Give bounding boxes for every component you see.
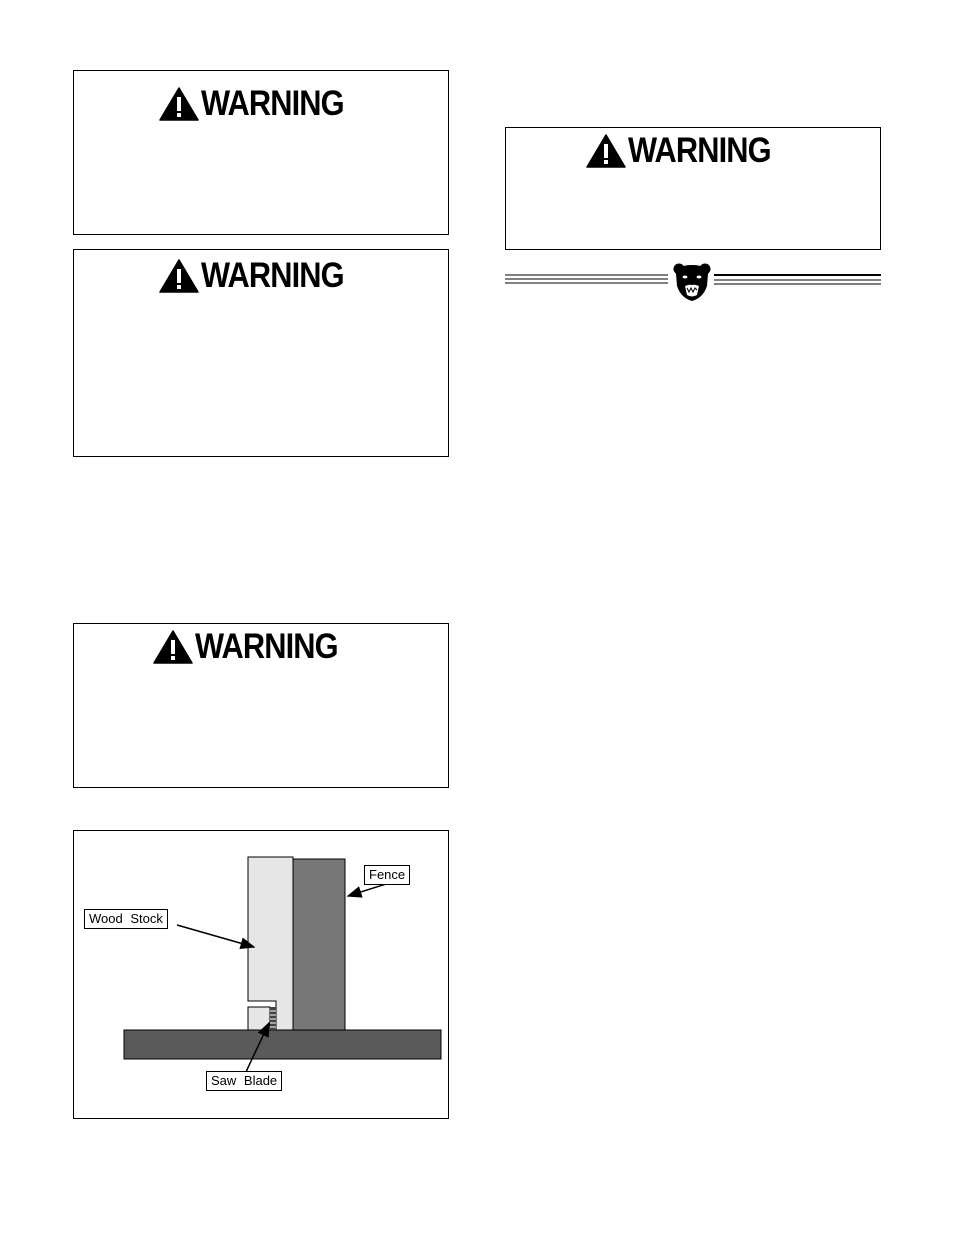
warning-header xyxy=(74,86,448,121)
fence xyxy=(293,859,345,1030)
warning-box-1 xyxy=(73,70,449,235)
wood-stock xyxy=(248,857,293,1030)
fence-diagram-figure xyxy=(73,830,449,1119)
warning-title: WARNING xyxy=(200,84,344,123)
wood-stock-arrow xyxy=(177,925,254,947)
fence-label: Fence xyxy=(364,865,410,885)
section-divider xyxy=(505,260,881,302)
fence-arrow xyxy=(348,884,386,896)
saw-blade-label: Saw Blade xyxy=(206,1071,282,1091)
warning-box-2 xyxy=(73,249,449,457)
bear-head-icon xyxy=(673,262,711,302)
warning-triangle-icon xyxy=(159,87,199,121)
warning-triangle-icon xyxy=(586,134,626,168)
warning-header xyxy=(74,629,448,664)
saw-table xyxy=(124,1030,441,1059)
warning-title: WARNING xyxy=(195,627,338,666)
warning-box-4 xyxy=(505,127,881,250)
warning-box-3 xyxy=(73,623,449,788)
warning-triangle-icon xyxy=(159,259,199,293)
warning-header xyxy=(74,258,448,293)
wood-stock-label: Wood Stock xyxy=(84,909,168,929)
warning-title: WARNING xyxy=(200,256,344,295)
warning-header xyxy=(506,133,880,168)
warning-triangle-icon xyxy=(153,630,193,664)
warning-title: WARNING xyxy=(628,131,771,170)
